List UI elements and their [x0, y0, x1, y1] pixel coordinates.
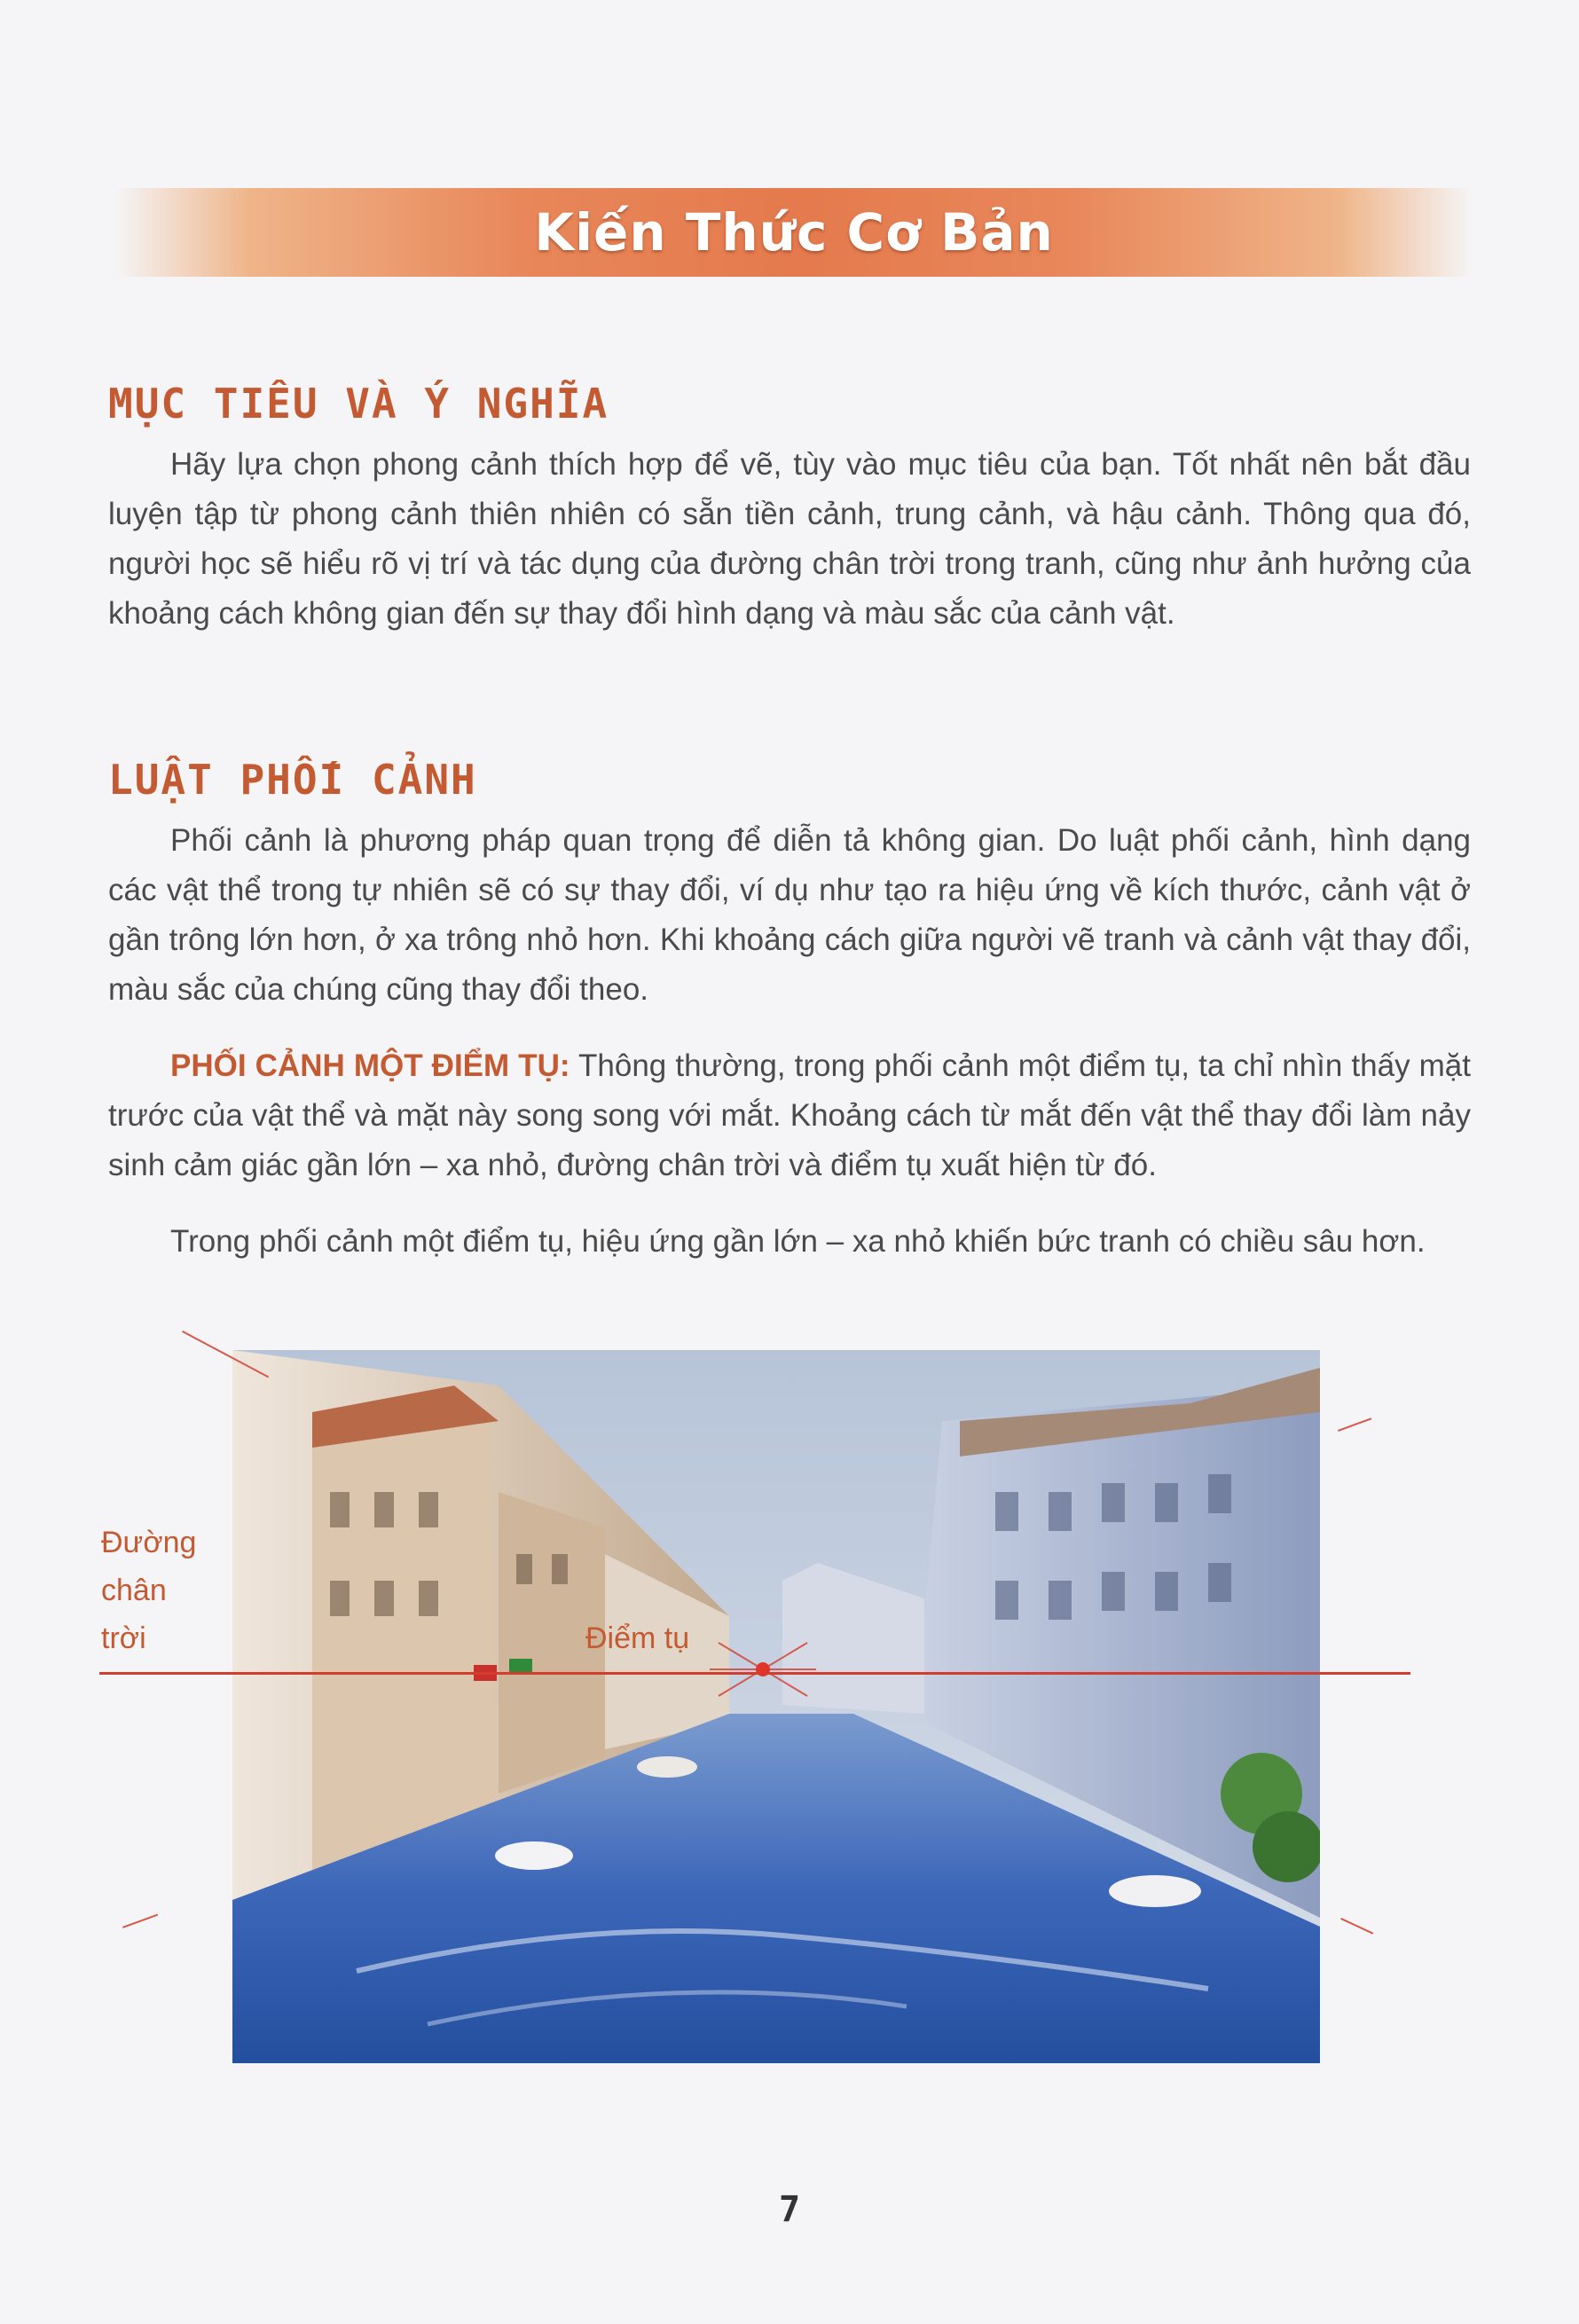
horizon-label-line-1: Đường: [101, 1526, 197, 1559]
paragraph-one-point: [108, 1041, 1471, 1190]
paragraph-perspective-intro: Phối cảnh là phương pháp quan trọng để diễn tả không gian. Do luật phối cảnh, hình dạng các vật thể trong tự nhiên sẽ có sự thay đổi, ví dụ như tạo ra hiệu ứng về kích thước, cảnh vật ở gần trông lớn hơn, ở xa trông nhỏ hơn. Khi khoảng cách giữa người vẽ tranh và cảnh vật thay đổi, màu sắc của chúng cũng thay đổi theo.: [108, 823, 1471, 1007]
perspective-guide-bottom-left: [122, 1914, 158, 1928]
vanishing-point-label: Điểm tụ: [585, 1621, 690, 1655]
section-heading-perspective: LUẬT PHỐI CẢNH: [108, 756, 477, 804]
section-heading-goals: MỤC TIÊU VÀ Ý NGHĨA: [108, 380, 609, 428]
perspective-guide-bottom-right: [1340, 1918, 1373, 1935]
one-point-text: Thông thường, trong phối cảnh một điểm tụ, ta chỉ nhìn thấy mặt trước của vật thể và mặt này song song với mắt. Khoảng cách từ mắt đến vật thể thay đổi làm nảy sinh cảm giác gần lớn – xa nhỏ, đường chân trời và điểm tụ xuất hiện từ đó.: [108, 1048, 1471, 1182]
horizon-label-line-3: trời: [101, 1621, 146, 1655]
vanishing-point-dot: [756, 1662, 770, 1676]
paragraph-depth: Trong phối cảnh một điểm tụ, hiệu ứng gần lớn – xa nhỏ khiến bức tranh có chiều sâu hơn.: [170, 1224, 1426, 1259]
paragraph-goals: Hãy lựa chọn phong cảnh thích hợp để vẽ, tùy vào mục tiêu của bạn. Tốt nhất nên bắt đầu luyện tập từ phong cảnh thiên nhiên có sẵn tiền cảnh, trung cảnh, và hậu cảnh. Thông qua đó, người học sẽ hiểu rõ vị trí và tác dụng của đường chân trời trong tranh, cũng như ảnh hưởng của khoảng cách không gian đến sự thay đổi hình dạng và màu sắc của cảnh vật.: [108, 447, 1471, 631]
perspective-guide-top-right: [1338, 1417, 1371, 1432]
horizon-label: [101, 1519, 196, 1662]
one-point-lead: PHỐI CẢNH MỘT ĐIỂM TỤ:: [170, 1048, 570, 1083]
title-banner: [115, 188, 1473, 277]
horizon-label-line-2: chân: [101, 1574, 167, 1607]
vanishing-point-marker: [710, 1616, 816, 1723]
banner-title: Kiến Thức Cơ Bản: [534, 202, 1054, 263]
page-number: 7: [778, 2189, 801, 2230]
